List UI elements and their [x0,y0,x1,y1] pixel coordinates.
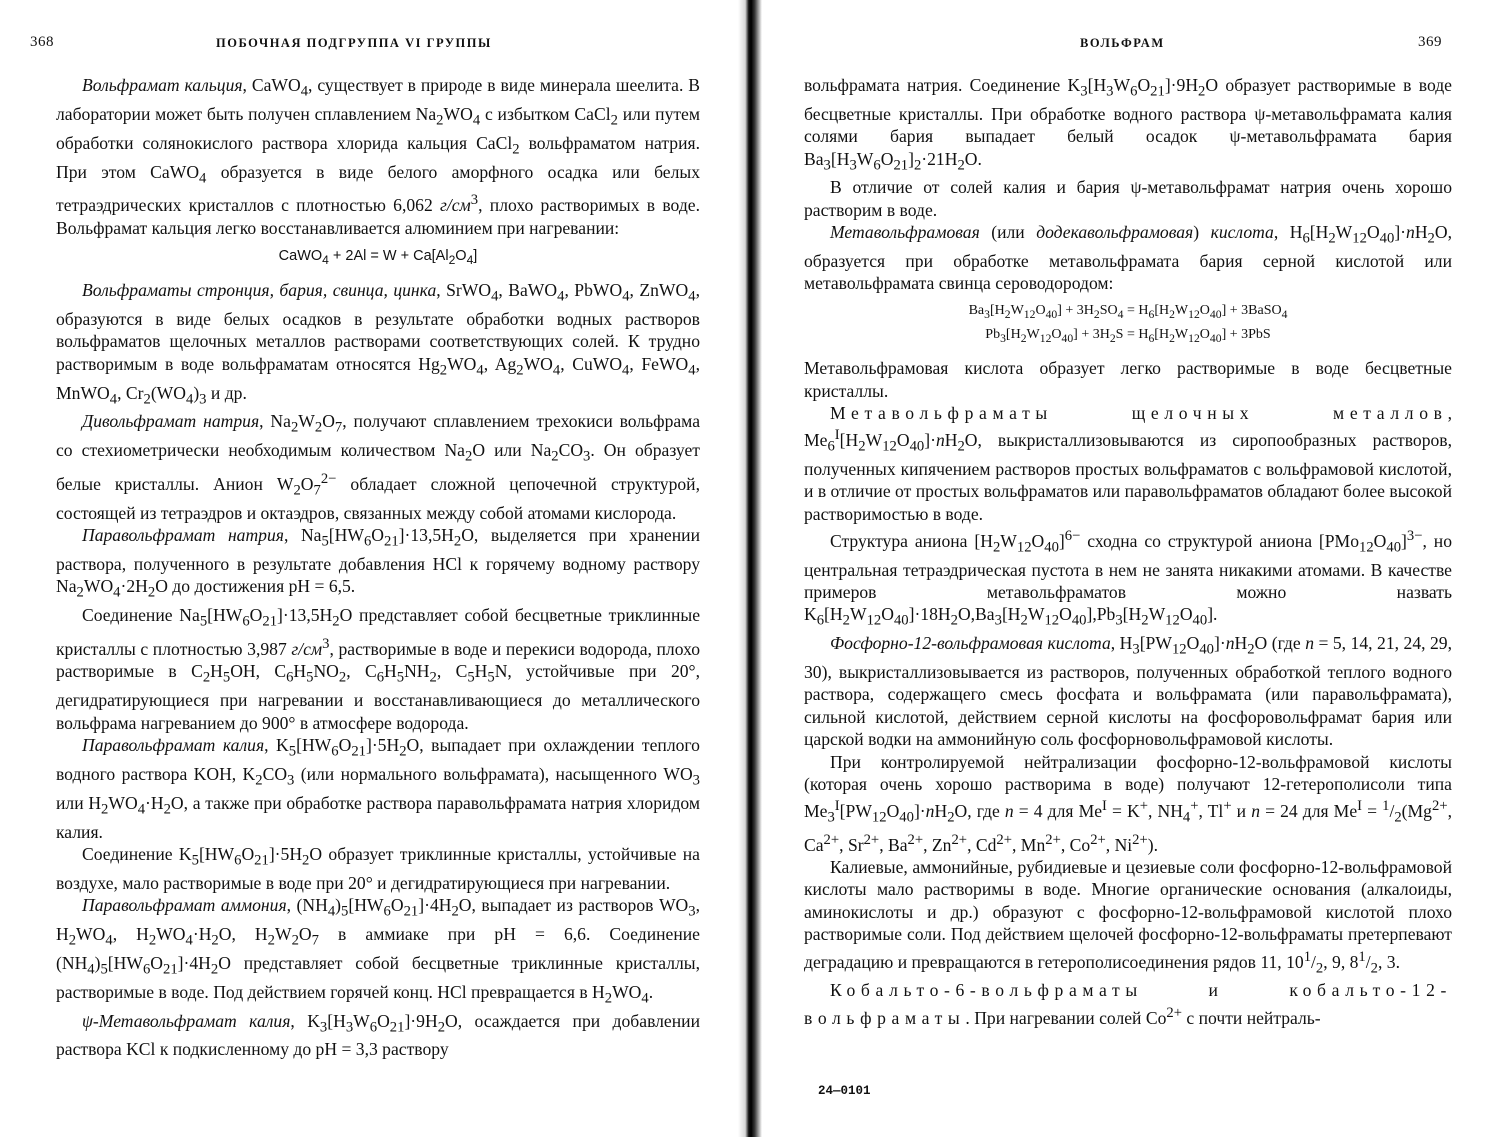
subscript: 6 [376,669,385,686]
subscript: 2 [332,613,340,630]
italic-term: n [1406,222,1415,243]
subscript: 3 [1106,83,1114,100]
subscript: 2 [1169,332,1175,346]
subscript: 4 [105,932,113,949]
superscript: 2+ [1431,798,1448,815]
subscript: 2 [1370,959,1378,976]
subscript: 2 [267,932,275,949]
italic-term: Вольфраматы стронция, бария, свинца, цинка [82,280,437,301]
superscript: 2+ [863,831,880,848]
paragraph-continuation: вольфрамата натрия. Соединение $K_3[H_3W_6O_{21}]\cdot 9H_2O$ образует растворимые в воде бесцветные кристаллы. При обработке водного раствора ψ-метавольфрамата калия солями бария выпадает белый осадок ψ-метавольфрамата бария $Ba_3[H_3W_6O_{21}]_2\cdot 21H_2O$. [804,75,1452,174]
subscript: 2 [992,539,1001,556]
subscript: 6 [1130,83,1138,100]
spaced-term: Кобальто-6-вольфраматы и кобальто-12-вольфраматы [804,980,1452,1028]
subscript: 4 [113,584,121,601]
subscript: 2 [516,362,524,379]
subscript: 2 [436,112,444,129]
subscript: 4 [109,391,118,408]
subscript: 3 [199,391,207,408]
subscript: 12 [1188,332,1200,346]
subscript: 4 [322,252,329,267]
subscript: 2 [163,801,171,818]
subscript: 4 [472,112,481,129]
subscript: 2 [610,112,618,129]
subscript: 2 [290,420,299,436]
subscript: 2 [1328,230,1336,247]
subscript: 4 [552,362,561,379]
paragraph-alkali-metatungstates: Метавольфраматы щелочных металлов, $Me_6^I[H_2W_{12}O_{40}]\cdot nH_2O$, выкристаллизовываются из сиропообразных растворов, полученных кипячением растворов простых вольфраматов с вольфрамовой кислотой, и в отличие от простых вольфраматов или паравольфраматов обладают более высокой растворимостью в воде. [804,402,1452,524]
subscript: 6 [1302,230,1310,247]
subscript: 2 [957,157,965,174]
italic-term: n [1251,801,1260,822]
subscript: 6 [383,903,391,920]
subscript: 2 [101,801,109,818]
subscript: 2 [1169,307,1175,321]
subscript: 2 [947,809,955,826]
subscript: 12 [1359,539,1374,556]
subscript: 21 [351,743,366,760]
italic-term: Метавольфрамовая [830,222,980,243]
subscript: 4 [476,362,484,379]
subscript: 4 [557,288,565,305]
subscript: 6 [242,613,250,630]
subscript: 6 [1148,307,1155,321]
subscript: 6 [1148,332,1155,346]
subscript: 40 [1386,539,1402,556]
subscript: 3 [984,307,990,321]
paragraph-calcium-tungstate: Вольфрамат кальция, CaWO$_4$, существует в природе в виде минерала шеелита. В лаборатории может быть получен сплавлением $Na_2WO_4$ с избытком CaCl$_2$ или путем обработки солянокислого раствора хлорида кальция CaCl$_2$ вольфраматом натрия. При этом CaWO$_4$ образуется в виде белого аморфного осадка или белых тетраэдрических кристаллов с плотностью 6,062 $г/см^3$, плохо растворимых в воде. Вольфрамат кальция легко восстанавливается алюминием при нагревании: [56,75,701,238]
subscript: 6 [363,533,372,550]
superscript: 3− [1406,528,1423,545]
paragraph-metatungstic-acid: Метавольфрамовая (или додекавольфрамовая) кислота, $H_6[H_2W_{12}O_{40}]\cdot nH_2O$, образуется при обработке метавольфрамата бария серной кислотой или метавольфрамата свинца сероводородом: [804,222,1452,294]
subscript: 4 [137,801,146,818]
running-header-left: ПОБОЧНАЯ ПОДГРУППА VI ГРУППЫ [216,36,492,50]
subscript: 40 [1192,612,1208,629]
subscript: 2 [147,584,156,601]
subscript: 2 [1247,641,1255,658]
subscript: 2 [1427,230,1435,247]
subscript: 4 [1281,307,1288,321]
subscript: 4 [466,252,474,267]
subscript: 2 [291,932,299,949]
subscript: 3 [583,448,591,465]
subscript: 5 [306,669,314,686]
paragraph-sodium-ditungstate: Дивольфрамат натрия, $Na_2W_2O_7$, получают сплавлением трехокиси вольфрама со стехиометрически необходимым количеством $Na_2O$ или $Na_2CO_3$. Он образует белые кристаллы. Анион $W_2O_7^{2-}$ обладает сложной цепочечной структурой, состоящей из тетраэдров и октаэдров, связанных между собой атомами кислорода. [56,411,701,523]
italic-term: Фосфорно-12-вольфрамовая кислота [830,633,1111,654]
subscript: 2 [255,772,263,789]
subscript: 3 [1115,612,1123,629]
italic-term: додекавольфрамовая [1036,222,1194,243]
subscript: 4 [199,170,207,187]
subscript: 2 [1093,307,1100,321]
subscript: 2 [399,743,407,760]
paragraph-heteropoly-salts: При контролируемой нейтрализации фосфорно-12-вольфрамовой кислоты (которая очень хорошо растворима в воде) получают 12-гетерополисоли типа $Me_3^I[PW_{12}O_{40}]\cdot nH_2O$, где n = 4 для $Me^I = K^+$, $NH_4^+$, Tl+ и n = 24 для $Me^I = ^1/_2(Mg^{2+}$, $Ca^{2+}$, $Sr^{2+}$, $Ba^{2+}$, $Zn^{2+}$, $Cd^{2+}$, $Mn^{2+}$, $Co^{2+}$, $Ni^{2+}$). [804,751,1452,855]
subscript: 3 [994,612,1002,629]
subscript: 12 [1165,612,1180,629]
subscript: 2 [439,362,448,379]
superscript: 2+ [1045,831,1061,848]
paragraph-cobalt-tungstates: Кобальто-6-вольфраматы и кобальто-12-вольфраматы. При нагревании солей $Co^{2+}$ с почти нейтраль- [804,980,1452,1028]
subscript: 5 [222,669,231,686]
subscript: 2 [551,448,559,465]
subscript: 12 [1171,641,1187,658]
subscript: 2 [143,391,151,408]
italic-term: Дивольфрамат натрия [82,411,260,432]
subscript: 4 [622,288,630,305]
subscript: 40 [1061,332,1074,346]
subscript: 12 [882,438,897,455]
subscript: 5 [191,852,199,869]
paragraph-sodium-paratungstate-properties: Соединение $Na_5[HW_6O_{21}]\cdot 13,5H_2O$ представляет собой бесцветные триклинные кристаллы с плотностью 3,987 $г/см^3$, растворимые в воде и перекиси водорода, плохо растворимые в $C_2H_5OH$, $C_6H_5NO_2$, $C_6H_5NH_2$, $C_5H_5N$, устойчивые при 20°, дегидратирующиеся при нагревании и восстанавливающиеся до металлического вольфрама нагреванием до 900° в атмосфере водорода. [56,605,700,733]
italic-term: n [1225,633,1235,654]
subscript: 2 [1394,809,1402,826]
subscript: 12 [1039,332,1052,346]
subscript: 40 [899,809,914,826]
superscript: I [1357,798,1363,815]
superscript: 2+ [996,831,1012,848]
subscript: 2 [1315,959,1324,976]
subscript: 2 [451,903,459,920]
subscript: 40 [1044,539,1059,556]
subscript: 2 [950,612,958,629]
subscript: 12 [1044,612,1060,629]
paragraph-potassium-paratungstate: Паравольфрамат калия, $K_5[HW_6O_{21}]\cdot 5H_2O$, выпадает при охлаждении теплого водного раствора KOH, $K_2CO_3$ (или нормального вольфрамата), насыщенного $WO_3$ или $H_2WO_4\cdot H_2O$, а также при обработке раствора паравольфрамата натрия хлоридом калия. [56,734,700,842]
subscript: 2 [453,533,462,550]
subscript: 2 [913,157,922,174]
paragraph-phosphotungstic-acid: Фосфорно-12-вольфрамовая кислота, $H_3[PW_{12}O_{40}]\cdot nH_2O$ (где n = 5, 14, 21, 24, 29, 30), выкристаллизовывается из растворов, полученных обработкой теплого водного раствора, содержащего смесь фосфата и вольфрамата (или паравольфрамата), сильной кислотой, действием серной кислоты на фосфоровольфрамат бария или царской водки на аммонийную соль фосфорновольфрамовой кислоты. [804,633,1452,750]
subscript: 3 [1132,641,1140,658]
subscript: 6 [331,743,339,760]
superscript: + [1190,798,1199,815]
subscript: 4 [688,362,696,379]
subscript: 2 [842,612,850,629]
subscript: 2 [1020,612,1028,629]
subscript: 2 [76,584,84,601]
paragraph-potassium-paratungstate-properties: Соединение $K_5[HW_6O_{21}]\cdot 5H_2O$ образует триклинные кристаллы, устойчивые на воздухе, мало растворимые в воде при 20° и дегидратирующиеся при нагревании. [56,843,700,893]
subscript: 21 [389,1019,405,1036]
subscript: 4 [1182,809,1191,826]
subscript: 12 [1188,307,1200,321]
subscript: 2 [211,932,219,949]
subscript: 2 [210,961,219,978]
superscript: + [1223,798,1232,815]
subscript: 2 [604,990,613,1007]
subscript: 2 [1141,612,1149,629]
subscript: 5 [396,669,405,686]
subscript: 40 [893,612,909,629]
subscript: 2 [957,438,965,455]
superscript: 1 [1382,798,1390,815]
paragraph-metatungstic-acid-crystals: Метавольфрамовая кислота образует легко растворимые в воде бесцветные кристаллы. [804,358,1452,401]
italic-term: ψ-Метавольфрамат калия [82,1010,291,1031]
paragraph-psi-metatungstate-potassium: ψ-Метавольфрамат калия, $K_3[H_3W_6O_{21}]\cdot 9H_2O$, осаждается при добавлении раствора KCl к подкисленному до pH = 3,3 раствору [56,1010,700,1060]
subscript: 2 [858,438,866,455]
italic-term: Паравольфрамат аммония [82,895,287,916]
subscript: 5 [199,613,208,630]
subscript: 4 [622,362,630,379]
subscript: 2 [68,932,77,949]
italic-term: г/см [440,195,471,216]
page-number-left: 368 [30,34,54,50]
subscript: 12 [871,809,887,826]
equation-calcium-tungstate: CaWO$_4$ + $2Al = W + Ca[Al_2O_4]$ [278,247,478,267]
running-header-right: ВОЛЬФРАМ [1080,36,1165,50]
subscript: 40 [1209,307,1222,321]
subscript: 5 [467,669,475,686]
subscript: 2 [202,669,211,686]
subscript: 3 [827,809,835,826]
superscript: I [834,798,840,815]
equation-barium: $Ba_3[H_2W_{12}O_{40}] + 3H_2SO_4 = H_6[H_2W_{12}O_{40}]$ + 3BaSO$_4$ [968,302,1288,321]
subscript: 21 [893,157,909,174]
subscript: 6 [369,1019,378,1036]
italic-term: n [1004,801,1014,822]
page-number-right: 369 [1418,34,1442,50]
superscript: 2− [320,471,337,488]
superscript: 3 [322,636,330,653]
subscript: 21 [1150,83,1165,100]
superscript: 2+ [823,831,840,848]
subscript: 3 [823,157,831,174]
subscript: 2 [1109,332,1116,346]
subscript: 6 [816,612,825,629]
paragraph-anion-structure: Структура аниона $[H_2W_{12}O_{40}]^{6-}$ сходна со структурой аниона $[PMo_{12}O_{40}]^{3-}$, но центральная тетраэдрическая пустота в нем не занята никакими атомами. В качестве примеров метавольфраматов можно назвать $K_6[H_2W_{12}O_{40}]\cdot 18H_2O,Ba_3[H_2W_{12}O_{40}],Pb_3[H_2W_{12}O_{40}]$. [804,528,1453,629]
subscript: 6 [827,438,835,455]
subscript: 3 [1080,83,1088,100]
subscript: 2 [338,669,347,686]
paragraph-sodium-paratungstate: Паравольфрамат натрия, $Na_5[HW_6O_{21}]\cdot 13,5H_2O$, выделяется при хранении раствора, полученного в результате добавления HCl к горячему водному раствору $Na_2WO_4\cdot 2H_2O$ до достижения pH = 6,5. [56,525,700,601]
subscript: 6 [286,669,294,686]
subscript: 2 [314,420,323,436]
subscript: 2 [1020,332,1027,346]
subscript: 2 [148,932,157,949]
subscript: 7 [334,420,343,436]
superscript: 2+ [1132,831,1148,848]
subscript: 3 [688,903,696,920]
subscript: 12 [1023,307,1036,321]
left-page [0,0,750,1137]
subscript: 7 [311,932,319,949]
superscript: 2+ [1166,1004,1182,1021]
subscript: 4 [1117,307,1124,321]
subscript: 40 [909,438,925,455]
subscript: 2 [437,1019,446,1036]
italic-term: n [935,430,945,451]
subscript: 4 [688,288,696,305]
printer-signature: 24—0101 [818,1084,871,1098]
subscript: 21 [384,533,399,550]
subscript: 4 [491,288,499,305]
subscript: 7 [313,482,321,499]
subscript: 2 [1004,307,1011,321]
subscript: 2 [512,141,520,158]
subscript: 21 [254,852,269,869]
subscript: 40 [1379,230,1395,247]
subscript: 2 [448,252,456,267]
subscript: 12 [1016,539,1032,556]
subscript: 2 [293,482,301,499]
subscript: 4 [327,903,336,920]
subscript: 2 [302,852,310,869]
superscript: 2+ [951,831,968,848]
superscript: I [834,427,840,444]
subscript: 5 [100,961,108,978]
subscript: 21 [403,903,419,920]
subscript: 3 [849,157,857,174]
subscript: 12 [866,612,882,629]
equation-lead: $Pb_3[H_2W_{12}O_{40}] + 3H_2S = H_6[H_2W_{12}O_{40}] + 3PbS$ [985,327,1271,346]
subscript: 4 [641,990,649,1007]
subscript: 3 [692,772,700,789]
subscript: 5 [487,669,495,686]
subscript: 21 [262,613,278,630]
subscript: 40 [1045,307,1058,321]
italic-term: г/см [291,639,323,660]
subscript: 40 [1199,641,1214,658]
superscript: 2+ [1090,831,1106,848]
superscript: + [1139,798,1149,815]
equations-metatungstic-acid [804,300,1452,350]
subscript: 3 [345,1019,354,1036]
right-page [762,0,1512,1137]
subscript: 2 [1198,83,1206,100]
paragraph-ammonium-paratungstate: Паравольфрамат аммония, $(NH_4)_5[HW_6O_{21}]\cdot 4H_2O$, выпадает из растворов $WO_3$, $H_2WO_4$, $H_2WO_4\cdot H_2O$, $H_2W_2O_7$ в аммиаке при pH = 6,6. Соединение $(NH_4)_5[HW_6O_{21}]\cdot 4H_2O$ представляет собой бесцветные триклинные кристаллы, растворимые в воде. Под действием горячей конц. HCl превращается в $H_2WO_4$. [56,895,700,1007]
superscript: I [1102,798,1107,815]
subscript: 4 [87,961,95,978]
paragraph-strontium-barium-tungstates: Вольфраматы стронция, бария, свинца, цинка, SrWO$_4$, BaWO$_4$, PbWO$_4$, ZnWO$_4$, образуются в виде белых осадков в результате обработки водных растворов вольфраматов щелочных металлов растворами соответствующих солей. К трудно растворимым в воде вольфраматам относятся $Hg_2WO_4$, $Ag_2WO_4$, CuWO$_4$, FeWO$_4$, MnWO$_4$, $Cr_2(WO_4)_3$ и др. [56,280,700,408]
subscript: 21 [163,961,178,978]
italic-term: кислота [1210,222,1274,243]
left-body-text [56,74,700,1061]
italic-term: n [1305,633,1314,654]
subscript: 6 [873,157,881,174]
subscript: 12 [1352,230,1367,247]
italic-term: n [925,801,935,822]
subscript: 40 [1071,612,1087,629]
subscript: 3 [319,1019,328,1036]
superscript: 3 [470,192,479,209]
subscript: 5 [321,533,329,550]
subscript: 6 [142,961,151,978]
paragraph-salts-solubility: Калиевые, аммонийные, рубидиевые и цезиевые соли фосфорно-12-вольфрамовой кислоты мало растворимы в воде. Многие органические основания (алкалоиды, аминокислоты и др.) образуют с фосфорно-12-вольфрамовой кислотой плохо растворимые соли. Под действием щелочей фосфорно-12-вольфраматы претерпевают деградацию и превращаются в гетерополисоединения рядов 11, $10^1/_2$, 9, $8^1/_2$, 3. [804,857,1452,976]
spaced-term: Метавольфраматы щелочных металлов [830,402,1448,423]
subscript: 5 [288,743,297,760]
subscript: 5 [341,903,349,920]
superscript: 1 [1358,948,1366,965]
superscript: 6− [1064,528,1081,545]
subscript: 6 [234,852,242,869]
superscript: 1 [1303,948,1312,965]
subscript: 3 [1000,332,1006,346]
subscript: 40 [1209,332,1222,346]
superscript: 2+ [907,831,924,848]
subscript: 4 [185,391,194,408]
subscript: 2 [429,669,437,686]
right-body-text [804,74,1452,1029]
subscript: 2 [464,448,473,465]
subscript: 4 [300,83,309,100]
italic-term: Паравольфрамат натрия [82,525,284,546]
subscript: 3 [287,772,295,789]
subscript: 4 [185,932,193,949]
paragraph-psi-metatungstate-sodium: В отличие от солей калия и бария ψ-метавольфрамат натрия очень хорошо растворим в воде. [804,177,1452,220]
italic-term: Вольфрамат кальция [82,75,243,95]
italic-term: Паравольфрамат калия [82,734,265,755]
